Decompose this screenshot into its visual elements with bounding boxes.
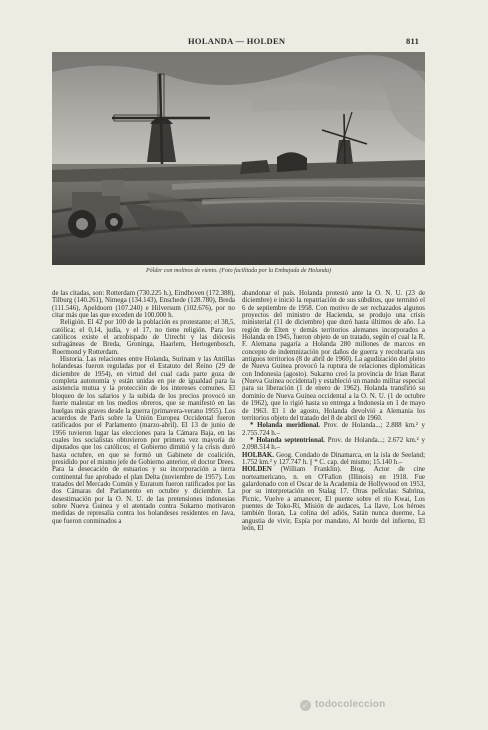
entry-holanda-meridional [242, 422, 425, 437]
paragraph-religion: Religión. El 42 por 100 de la población es protestante; el 38,5, católica; el 0,14, judía, y el 17, no tiene religión. Para los católicos existe el arzobispado de Utrecht y las diócesis sufragáneas de Breda, Groninga, Haarlem, Hertogenbosch, Roermond y Rotterdam. [52, 319, 235, 356]
entry-body: Prov. de Holanda...; 2.888 km.² y 2.755.724 h.– [242, 422, 425, 437]
check-icon: ✓ [300, 700, 311, 711]
entry-holanda-septentrional [242, 437, 425, 452]
page-header [0, 36, 488, 50]
entry-head: HOLBAK. [242, 451, 274, 459]
entry-head: * Holanda meridional. [250, 422, 321, 430]
photo-caption: Pólder con molinos de viento. (Foto facilitada por la Embajada de Holanda) [146, 268, 331, 274]
paragraph-history-continued: abandonar el país. Holanda protestó ante la O. N. U. (23 de diciembre) e inició la repatriación de sus súbditos, que terminó el 6 de septiembre de 1958. Con motivo de ser rechazados algunos proyectos del ministro de Hacienda, se produjo una crisis ministerial (11 de diciembre) que duró hasta últimos de año. La región de Elten y demás territorios alemanes incorporados a Holanda en 1945, fueron objeto de un tratado, según el cual la R. F. Alemana pagaría a Holanda 280 millones de marcos en concepto de indemnización por daños de guerra y recobraría sus antiguos territorios (8 de abril de 1960). La agudización del pleito de Nueva Guinea provocó la ruptura de relaciones diplomáticas con Indonesia (agosto). Sukarno creó la provincia de Irian Barat (Nueva Guinea occidental) y estableció un mando militar especial para su liberación (1 de enero de 1962). Holanda transfirió su dominio de Nueva Guinea occidental a la O. N. U. (1 de octubre de 1962), que lo rigió hasta su entrega a Indonesia en 1 de mayo de 1963. El 1 de agosto, Holanda devolvió a Alemania los territorios objeto del tratado del 8 de abril de 1960. [242, 290, 425, 422]
watermark-text: todocoleccion [315, 699, 386, 710]
paragraph-history: Historia. Las relaciones entre Holanda, Surinam y las Antillas holandesas fueron reguladas por el Estatuto del Reino (29 de diciembre de 1954), en virtud del cual cada parte goza de completa autonomía y están unidas en pie de igualdad para la asistencia mutua y la protección de los intereses comunes. El bloqueo de los salarios y la subida de los precios provocó un fuerte malestar en los medios obreros, que se manifestó en las huelgas más graves desde la guerra (primavera-verano 1955). Los acuerdos de París sobre la Unión Europea Occidental fueron ratificados por el Parlamento (marzo-abril). El 13 de junio de 1956 tuvieron lugar las elecciones para la Cámara Baja, en las cuales los socialistas obtuvieron por primera vez mayoría de diputados que los católicos; el Gobierno dimitió y la crisis duró hasta octubre, en que se formó un Gabinete de coalición, presidido por el mismo jefe de Gobierno anterior, el doctor Drees. Para la desecación de estuarios y su incorporación a tierra continental fue aprobado el plan Delta (noviembre de 1957). Los tratados del Mercado Común y Euratom fueron ratificados por las dos Cámaras del Parlamento en octubre y diciembre. La desestimación por la O. N. U. de las pretensiones indonesias sobre Nueva Guinea y el atentado contra Sukarno motivaron medidas de represalia contra los holandeses residentes en Java, que fueron conminados a [52, 356, 235, 525]
entry-head: * Holanda septentrional. [250, 436, 325, 444]
left-column [52, 290, 235, 525]
entry-head: HOLDEN [242, 466, 272, 474]
watermark [300, 699, 385, 711]
right-column [242, 290, 425, 532]
entry-body: Prov. de Holanda...; 2.672 km.² y 2.098.514 h.– [242, 436, 425, 452]
entry-holbak [242, 452, 425, 467]
entry-holden [242, 466, 425, 532]
entry-body: (William Franklin). Biog. Actor de cine norteamericano, n. en O'Fallon (Illinois) en 1918. Fue galardonado con el Oscar de la Academia de Hollywood en 1953, por su interpretación en Stalag 17. Otras películas: Sabrina, Picnic, Vuelve a amanecer, El puente sobre el río Kwai, Los puentes de Toko-Ri, Misión de audaces, La llave, Los héroes también lloran, La colina del adiós, Satán nunca duerme, La angustia de vivir, Espía por mandato, Al borde del infierno, El león, El [242, 466, 425, 532]
windmill-photo [52, 52, 425, 265]
running-head: HOLANDA — HOLDEN [188, 36, 286, 46]
entry-body: Geog. Condado de Dinamarca, en la isla de Seeland; 1.752 km.² y 127.747 h. || * C. cap. del mismo; 15.140 h.– [242, 451, 425, 466]
page-number: 811 [406, 36, 420, 46]
paragraph-cities: de las citadas, son: Rotterdam (730.225 h.), Eindhoven (172.388), Tilburg (140.261), Nimega (134.143), Enschede (128.780), Breda (111.546), Apeldoorn (107.240) e Hilversum (102.676), por no citar más que las que exceden de 100.000 h. [52, 290, 235, 320]
